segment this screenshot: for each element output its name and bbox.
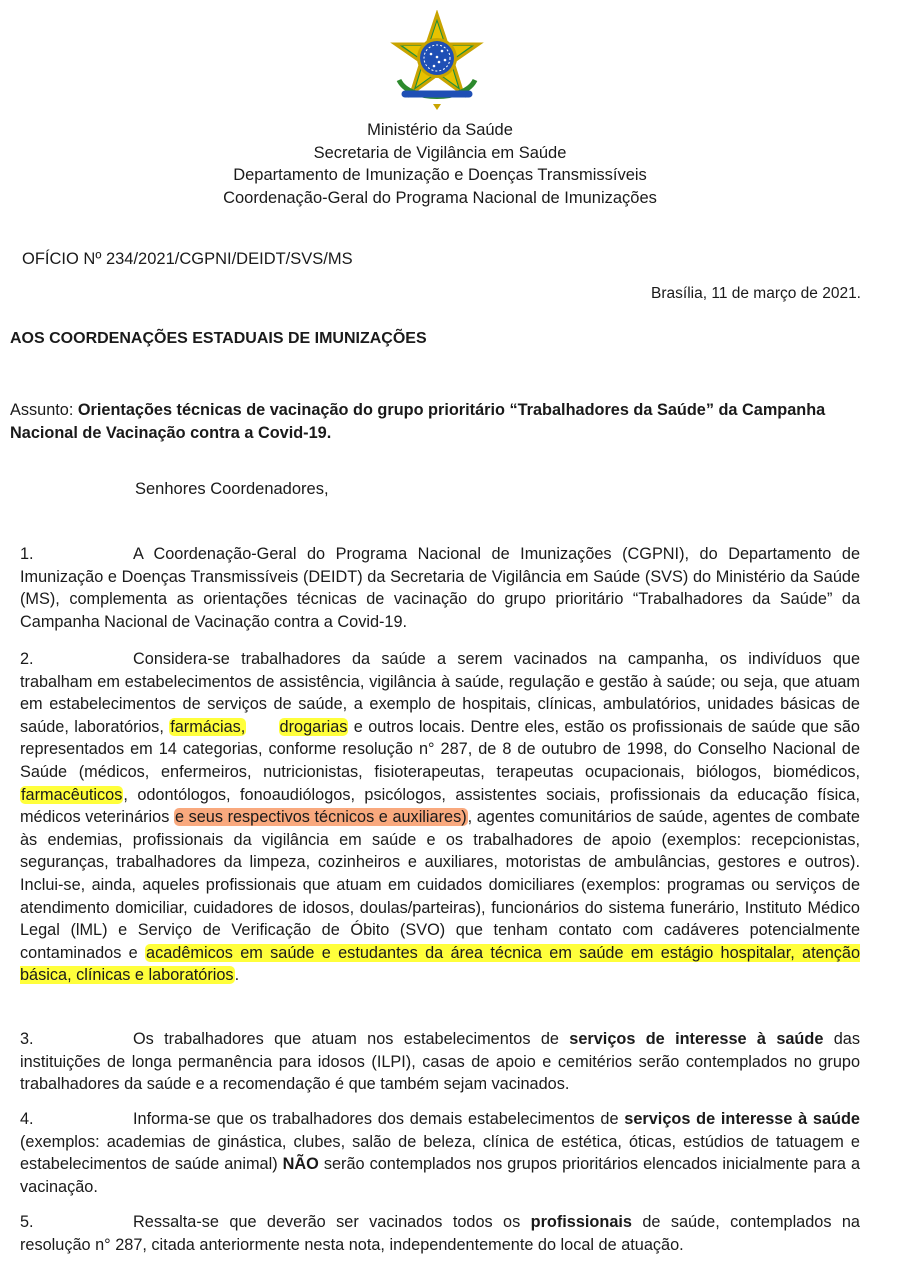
brazil-coat-of-arms-icon <box>385 10 489 114</box>
subject-text: Orientações técnicas de vacinação do grupo prioritário “Trabalhadores da Saúde” da Campanha Nacional de Vacinação contra a Covid-19. <box>10 401 826 442</box>
paragraph-number: 2. <box>20 650 34 668</box>
paragraph-text: , agentes comunitários de saúde, agentes de combate às endemias, profissionais da vigilância em saúde e os trabalhadores de apoio (exemplos: recepcionistas, seguranças, trabalhadores da limpeza, cozinheiros e auxiliares, motoristas de ambulâncias, gestores e outros). Inclui-se, ainda, aqueles profissionais que atuam em cuidados domiciliares (exemplos: programas ou serviços de atendimento domiciliar, cuidadores de idosos, doulas/parteiras), funcionários do sistema funerário, Instituto Médico Legal (lML) e Serviço de Verificação de Óbito (SVO) que tenham contato com cadáveres potencialmente contaminados e <box>20 808 860 962</box>
highlight-academicos: acadêmicos em saúde e estudantes da área técnica em saúde em estágio hospitalar, atenção básica, clínicas e laboratórios <box>20 943 860 985</box>
paragraph-1 <box>20 543 860 633</box>
coordination-name: Coordenação-Geral do Programa Nacional de Imunizações <box>223 188 657 207</box>
document-date: Brasília, 11 de março de 2021. <box>651 285 861 302</box>
paragraph-text: e outros locais. Dentre eles, estão os profissionais de saúde que são representados em 14 categorias, conforme resolução n° 287, de 8 de outubro de 1998, do Conselho Nacional de Saúde (médicos, enfermeiros, nutricionistas, fisioterapeutas, terapeutas ocupacionais, biólogos, biomédicos, <box>20 717 860 781</box>
secretariat-name: Secretaria de Vigilância em Saúde <box>313 143 567 162</box>
highlight-tecnicos-auxiliares: e seus respectivos técnicos e auxiliares) <box>174 808 467 827</box>
bold-term: serviços de interesse à saúde <box>569 1030 824 1048</box>
paragraph-2 <box>20 648 860 987</box>
paragraph-text: Os trabalhadores que atuam nos estabelecimentos de <box>133 1030 570 1048</box>
subject <box>10 399 870 444</box>
paragraph-text: , odontólogos, fonoaudiólogos, psicólogos, assistentes sociais, profissionais da educação física, médicos veterinários <box>20 785 860 827</box>
paragraph-number: 1. <box>20 545 34 563</box>
bold-term: NÃO <box>282 1155 319 1174</box>
paragraph-3 <box>20 1028 860 1096</box>
greeting: Senhores Coordenadores, <box>135 480 329 498</box>
highlight-farmaceuticos: farmacêuticos <box>21 785 123 804</box>
paragraph-text: Informa-se que os trabalhadores dos demais estabelecimentos de <box>133 1110 625 1128</box>
paragraph-4 <box>20 1108 860 1198</box>
department-name: Departamento de Imunização e Doenças Transmissíveis <box>233 166 647 184</box>
paragraph-number: 3. <box>20 1030 34 1048</box>
paragraph-text: das instituições de longa permanência para idosos (ILPI), casas de apoio e cemitérios serão contemplados no grupo trabalhadores da saúde e a recomendação é que também sejam vacinados. <box>20 1030 860 1094</box>
paragraph-text: A Coordenação-Geral do Programa Nacional de Imunizações (CGPNI), do Departamento de Imunização e Doenças Transmissíveis (DEIDT) da Secretaria de Vigilância em Saúde (SVS) do Ministério da Saúde (MS), complementa as orientações técnicas de vacinação do grupo prioritário “Trabalhadores da Saúde” da Campanha Nacional de Vacinação contra a Covid-19. <box>20 545 860 631</box>
bold-term: profissionais <box>530 1213 632 1231</box>
document-number: OFÍCIO Nº 234/2021/CGPNI/DEIDT/SVS/MS <box>22 250 353 268</box>
paragraph-5 <box>20 1211 860 1256</box>
paragraph-text: . <box>234 966 240 985</box>
paragraph-text: (exemplos: academias de ginástica, clubes, salão de beleza, clínica de estética, óticas, estúdios de tatuagem e estabelecimentos de saúde animal) <box>20 1132 860 1174</box>
addressee: AOS COORDENAÇÕES ESTADUAIS DE IMUNIZAÇÕES <box>10 330 427 347</box>
paragraph-number: 4. <box>20 1110 34 1128</box>
letterhead <box>0 119 880 209</box>
highlight-farmacias: farmácias, <box>170 717 246 736</box>
paragraph-number: 5. <box>20 1213 34 1231</box>
subject-label: Assunto: <box>10 401 78 419</box>
paragraph-text: serão contemplados nos grupos prioritários elencados inicialmente para a vacinação. <box>20 1155 860 1196</box>
bold-term: serviços de interesse à saúde <box>624 1110 860 1128</box>
paragraph-text: Considera-se trabalhadores da saúde a serem vacinados na campanha, os indivíduos que trabalham em estabelecimentos de assistência, vigilância à saúde, regulação e gestão à saúde; ou seja, que atuam em estabelecimentos de serviços de saúde, a exemplo de hospitais, clínicas, ambulatórios, unidades básicas de saúde, laboratórios, <box>20 650 860 736</box>
paragraph-text: Ressalta-se que deverão ser vacinados todos os <box>133 1213 531 1231</box>
highlight-drogarias: drogarias <box>279 717 348 736</box>
ministry-name: Ministério da Saúde <box>367 121 513 139</box>
paragraph-text: de saúde, contemplados na resolução n° 287, citada anteriormente nesta nota, independentemente do local de atuação. <box>20 1213 860 1254</box>
